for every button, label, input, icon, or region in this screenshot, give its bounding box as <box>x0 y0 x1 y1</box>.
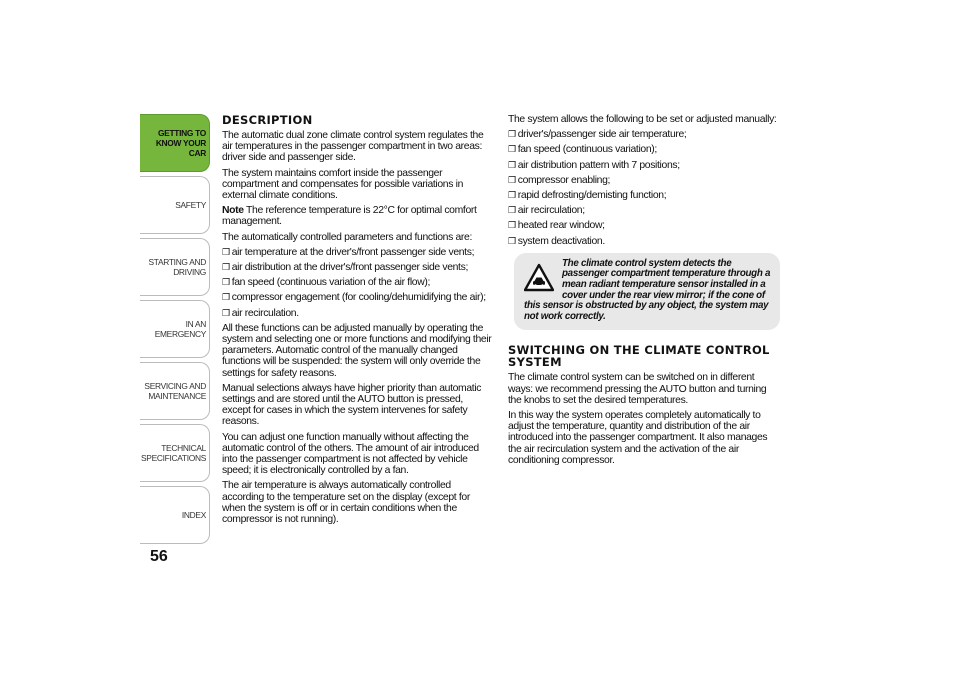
tab-safety[interactable] <box>140 176 210 234</box>
list-item-text: heated rear window; <box>517 220 605 232</box>
list-item <box>508 129 780 140</box>
note-label: Note <box>222 205 244 217</box>
list-item <box>508 160 780 171</box>
list-item <box>508 175 780 186</box>
list-item-text: air recirculation. <box>231 307 299 319</box>
list-item <box>222 277 492 288</box>
list-item-text: air distribution pattern with 7 positions; <box>517 159 680 171</box>
section-heading-description: DESCRIPTION <box>222 113 313 127</box>
tab-starting-and-driving[interactable] <box>140 238 210 296</box>
checkbox-bullet-icon: ❒ <box>222 277 230 288</box>
tab-label: STARTING AND DRIVING <box>148 257 206 277</box>
tab-label: SERVICING AND MAINTENANCE <box>144 381 206 401</box>
paragraph: The air temperature is always automatically controlled according to the temperature set on the display (except for when the system is off or in certain conditions when the compressor is not running). <box>222 480 470 526</box>
checkbox-bullet-icon: ❒ <box>222 246 230 257</box>
paragraph: Manual selections always have higher priority than automatic settings and are stored until the AUTO button is pressed, except for cases in which the system intervenes for safety reasons. <box>222 382 482 428</box>
paragraph: The automatic dual zone climate control system regulates the air temperatures in the passenger compartment in two areas: driver side and passenger side. <box>222 130 484 164</box>
list-item-text: air distribution at the driver's/front passenger side vents; <box>231 262 468 274</box>
list-item <box>508 144 780 155</box>
list-item <box>508 236 780 247</box>
tab-servicing-and-maintenance[interactable] <box>140 362 210 420</box>
checkbox-bullet-icon: ❒ <box>222 292 230 303</box>
paragraph: The system maintains comfort inside the passenger compartment and compensates for possible variations in external climate conditions. <box>222 167 463 202</box>
checkbox-bullet-icon: ❒ <box>508 190 516 201</box>
list-item <box>508 220 780 231</box>
list-item-text: fan speed (continuous variation of the air flow); <box>231 277 431 289</box>
tab-technical-specifications[interactable] <box>140 424 210 482</box>
list-item-text: rapid defrosting/demisting function; <box>517 190 667 202</box>
checkbox-bullet-icon: ❒ <box>508 144 516 155</box>
paragraph: The automatically controlled parameters and functions are: <box>222 231 472 243</box>
section-heading-switching-on: SWITCHING ON THE CLIMATE CONTROL SYSTEM <box>508 343 770 370</box>
tab-label: INDEX <box>181 510 206 520</box>
checkbox-bullet-icon: ❒ <box>508 159 516 170</box>
checkbox-bullet-icon: ❒ <box>508 174 516 185</box>
paragraph: All these functions can be adjusted manually by operating the system and selecting one or more functions and modifying their parameters. Automatic control of the manually changed functions will be suspended: the system will only override the settings for safety reasons. <box>222 322 492 379</box>
checkbox-bullet-icon: ❒ <box>222 262 230 273</box>
warning-box <box>514 253 780 331</box>
paragraph: In this way the system operates completely automatically to adjust the temperature, quantity and distribution of the air introduced into the passenger compartment. It also manages the air recirculation system and the activation of the air conditioning compressor. <box>508 410 768 466</box>
list-item <box>222 308 492 319</box>
list-item <box>222 292 492 303</box>
tab-label: GETTING TO KNOW YOUR CAR <box>155 128 206 158</box>
list-item-text: driver's/passenger side air temperature; <box>517 129 687 141</box>
list-item <box>508 190 780 201</box>
checkbox-bullet-icon: ❒ <box>508 235 516 246</box>
checkbox-bullet-icon: ❒ <box>222 307 230 318</box>
list-item <box>222 262 492 273</box>
checkbox-bullet-icon: ❒ <box>508 205 516 216</box>
list-item-text: air recirculation; <box>517 205 585 217</box>
paragraph: You can adjust one function manually without affecting the automatic control of the others. The amount of air introduced into the passenger compartment is not affected by vehicle speed; it is electronically controlled by a fan. <box>222 431 479 477</box>
left-column <box>222 114 492 529</box>
warning-text: The climate control system detects the passenger compartment temperature through a mean radiant temperature sensor installed in a cover under the rear view mirror; if the cone of this sensor is obstructed by any object, the system may not work correctly. <box>524 257 771 322</box>
note <box>222 205 492 227</box>
checkbox-bullet-icon: ❒ <box>508 220 516 231</box>
list-item <box>222 247 492 258</box>
tab-index[interactable] <box>140 486 210 544</box>
list-item <box>508 205 780 216</box>
tab-in-an-emergency[interactable] <box>140 300 210 358</box>
note-text: The reference temperature is 22°C for optimal comfort management. <box>222 205 477 228</box>
right-column <box>508 114 780 470</box>
checkbox-bullet-icon: ❒ <box>508 129 516 140</box>
tab-getting-to-know-your-car[interactable] <box>140 114 210 172</box>
paragraph: The system allows the following to be set or adjusted manually: <box>508 114 777 125</box>
tab-label: SAFETY <box>175 200 206 210</box>
warning-car-icon <box>524 263 554 293</box>
list-item-text: air temperature at the driver's/front passenger side vents; <box>231 246 475 258</box>
list-item-text: system deactivation. <box>517 235 605 247</box>
list-item-text: compressor enabling; <box>517 174 611 186</box>
page-number: 56 <box>150 548 168 565</box>
tab-label: TECHNICAL SPECIFICATIONS <box>141 443 206 463</box>
list-item-text: fan speed (continuous variation); <box>517 144 657 156</box>
tab-label: IN AN EMERGENCY <box>154 319 206 339</box>
list-item-text: compressor engagement (for cooling/dehumidifying the air); <box>231 292 486 304</box>
paragraph: The climate control system can be switched on in different ways: we recommend pressing the AUTO button and turning the knobs to set the desired temperatures. <box>508 372 767 406</box>
